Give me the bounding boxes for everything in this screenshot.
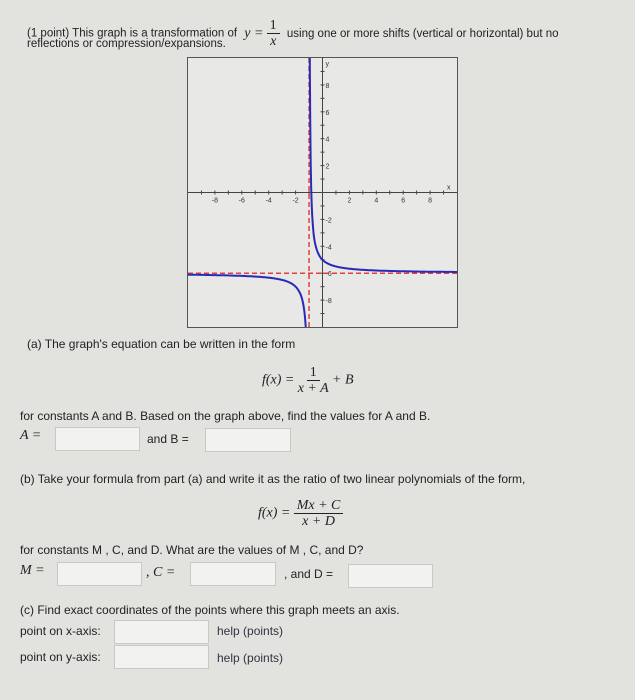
intro-fraction (267, 18, 280, 49)
help-points-link-x[interactable]: help (points) (217, 624, 284, 638)
y-axis-label: y (325, 61, 329, 68)
intro-fn-lhs: y = (244, 25, 264, 41)
b-label: and B = (147, 432, 189, 446)
part-b-den: x + D (302, 514, 335, 529)
intro-text: (1 point) This graph is a transformation of (27, 27, 238, 40)
x-tick-label: 8 (428, 197, 433, 205)
part-a-prompt: (a) The graph's equation can be written in the form (27, 337, 296, 351)
help-points-link-y[interactable]: help (points) (217, 651, 284, 665)
d-label: , and D = (284, 567, 334, 581)
part-a-lhs: f(x) = (262, 372, 295, 388)
part-a-num: 1 (307, 365, 320, 381)
x-tick-label: -4 (265, 197, 272, 205)
x-tick-label: 2 (347, 197, 352, 205)
y-point-label: point on y-axis: (20, 650, 101, 664)
y-tick-label: 6 (325, 109, 330, 117)
part-b-formula (258, 498, 343, 529)
part-b-lhs: f(x) = (258, 505, 291, 521)
y-tick-label: 2 (325, 163, 330, 171)
curve-right-branch (310, 58, 457, 272)
graph-canvas (188, 58, 457, 327)
y-point-input[interactable] (114, 645, 209, 669)
b-input[interactable] (205, 428, 291, 452)
c-label: , C = (146, 565, 176, 580)
part-a-fraction (298, 365, 329, 396)
part-b-num: Mx + C (294, 498, 344, 514)
curve-left-branch (188, 275, 308, 327)
y-tick-label: 4 (325, 136, 330, 144)
intro-fn-den: x (270, 34, 277, 49)
x-tick-label: -6 (238, 197, 245, 205)
part-c-prompt: (c) Find exact coordinates of the points where this graph meets an axis. (20, 603, 400, 617)
m-label: M = (20, 563, 45, 578)
c-input[interactable] (190, 562, 276, 586)
x-tick-label: -2 (292, 197, 299, 205)
d-input[interactable] (348, 564, 433, 588)
part-a-den: x + A (297, 381, 329, 396)
x-axis-label: x (447, 184, 451, 192)
x-tick-label: 6 (401, 197, 406, 205)
intro-fn-num: 1 (267, 18, 280, 34)
x-tick-label: 4 (374, 197, 379, 205)
part-b-fraction (294, 498, 344, 529)
a-label: A = (20, 428, 42, 443)
m-input[interactable] (57, 562, 142, 586)
part-a-formula (262, 365, 354, 396)
part-b-constants: for constants M , C, and D. What are the values of M , C, and D? (20, 543, 364, 557)
function-graph (187, 57, 458, 328)
x-point-input[interactable] (114, 620, 209, 644)
part-a-constants: for constants A and B. Based on the graph above, find the values for A and B. (20, 409, 431, 423)
x-point-label: point on x-axis: (20, 624, 101, 638)
part-b-prompt: (b) Take your formula from part (a) and write it as the ratio of two linear polynomials of the form, (20, 472, 526, 486)
intro-rest: using one or more shifts (vertical or horizontal) but no (286, 27, 559, 40)
y-tick-label: -6 (325, 271, 332, 279)
intro-line-2: reflections or compression/expansions. (27, 38, 226, 50)
y-tick-label: 8 (325, 82, 330, 90)
a-input[interactable] (55, 427, 140, 451)
y-tick-label: -2 (325, 217, 332, 225)
y-tick-label: -4 (325, 244, 332, 252)
part-a-plus-b: + B (332, 372, 354, 388)
x-tick-label: -8 (211, 197, 219, 205)
y-tick-label: -8 (325, 298, 332, 306)
